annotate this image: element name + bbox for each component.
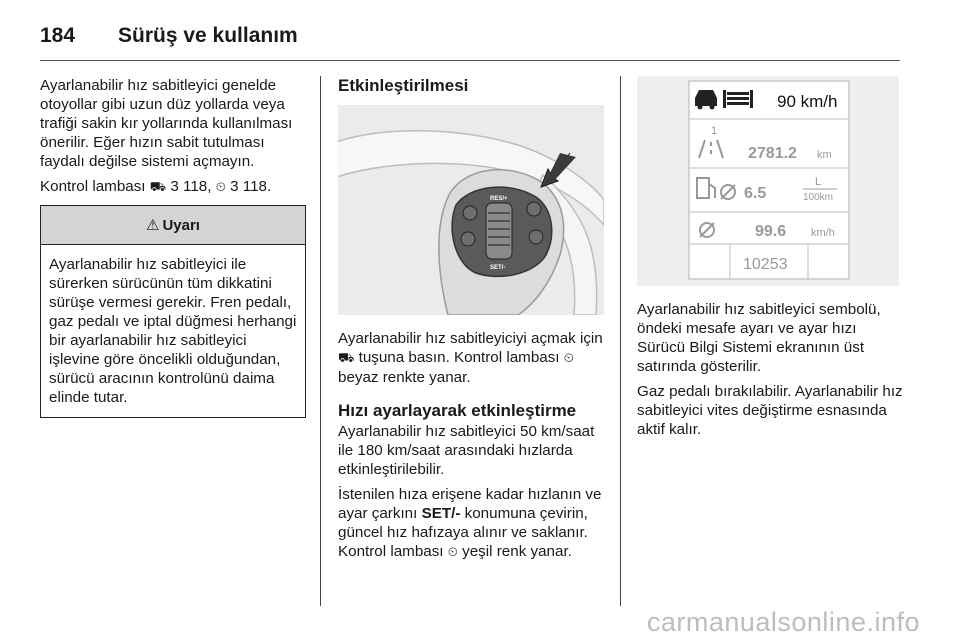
page-header [40,14,920,58]
watermark: carmanualsonline.info [646,607,920,637]
ref-link-2[interactable]: 3 118. [230,178,272,195]
warning-body: Ayarlanabilir hız sabitleyici ile sürerken sürücünün tüm dikkatini sürüşe vermesi gerekir. Fren pedalı, gaz pedalı ve iptal düğmesi herhangi bir ayarlanabilir hız sabitleyici işlevine göre öncelikli olduğundan, sürücü aracının kontrolünü daima elinde tutar. [49,256,297,406]
column-divider-2 [620,76,621,606]
warning-header [41,206,305,245]
average-speed: 99.6 [755,223,787,240]
cruise-button-icon: ⛟ [338,351,355,366]
page-title: Sürüş ve kullanım [118,24,298,47]
distance-unit: km [817,149,832,161]
column-divider-1 [320,76,321,606]
consumption-unit-bottom: 100km [803,192,834,203]
column-3 [637,76,907,445]
page-number: 184 [40,24,76,47]
average-speed-unit: km/h [811,227,835,239]
range-paragraph: Ayarlanabilir hız sabitleyici 50 km/saat ile 180 km/saat arasındaki hızlarda etkinleştirilebilir. [338,423,595,478]
speedometer-icon: ⏲ [563,351,574,366]
header-divider [40,60,900,61]
subheading: Hızı ayarlayarak etkinleştirme [338,401,577,420]
steering-wheel-illustration [338,105,604,315]
trip-number: 1 [711,125,718,137]
ref-prefix: Kontrol lambası [40,178,146,195]
set-label: SET/- [490,265,506,271]
trip-distance: 2781.2 [748,145,797,162]
fuel-consumption: 6.5 [744,185,767,202]
car-icon: ⛟ [149,180,167,195]
set-keyword: SET/- [421,505,461,522]
pedal-paragraph: Gaz pedalı bırakılabilir. Ayarlanabilir hız sabitleyici vites değiştirme esnasında aktif kalır. [637,383,903,438]
activation-paragraph: Ayarlanabilir hız sabitleyiciyi açmak için ⛟ tuşuna basın. Kontrol lambası ⏲ beyaz renkte yanar. [338,330,603,386]
indicator-reference [40,177,306,197]
speedometer-icon: ⏲ [447,545,458,560]
warning-title: Uyarı [162,216,200,234]
intro-paragraph: Ayarlanabilir hız sabitleyici genelde otoyollar gibi uzun düz yollarda veya trafiği sakin kır yollarında kullanılması önerilir. Eğer hızın sabit tutulması faydalı değilse sistemi açmayın. [40,77,293,170]
speedometer-icon: ⏲ [215,180,226,195]
set-speed: 90 km/h [777,92,838,111]
section-heading: Etkinleştirilmesi [338,76,469,95]
ref-link-1[interactable]: 3 118, [170,178,212,195]
column-1 [40,76,306,418]
res-label: RES/+ [490,196,508,202]
symbol-paragraph: Ayarlanabilir hız sabitleyici sembolü, öndeki mesafe ayarı ve ayar hızı Sürücü Bilgi Sistemi ekranının üst satırında gösterilir. [637,301,881,375]
warning-box [40,205,306,418]
set-paragraph: İstenilen hıza erişene kadar hızlanın ve ayar çarkını SET/- konumuna çevirin, güncel hız hafızaya alınır ve saklanır. Kontrol lambası ⏲ yeşil renk yanar. [338,486,602,560]
warning-icon: ⚠ [146,215,160,234]
column-2 [338,76,608,568]
odometer: 10253 [743,256,788,273]
driver-info-display [637,76,899,286]
consumption-unit-top: L [815,176,822,188]
